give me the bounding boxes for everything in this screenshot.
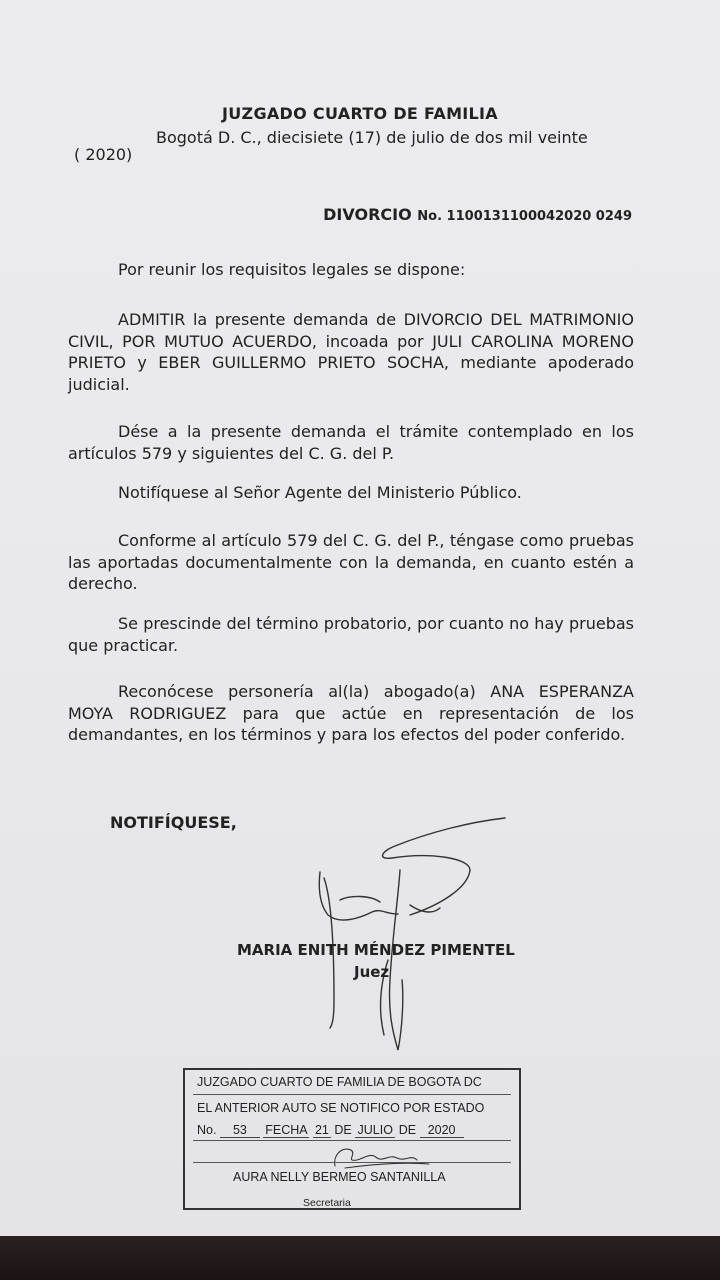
stamp-year: 2020 [420, 1123, 464, 1138]
stamp-notice: EL ANTERIOR AUTO SE NOTIFICO POR ESTADO [197, 1101, 485, 1115]
stamp-fecha-label: FECHA [265, 1123, 308, 1137]
paragraph-probatory-term: Se prescinde del término probatorio, por cuanto no hay pruebas que practicar. [68, 614, 634, 655]
paragraph-notify-ministry: Notifíquese al Señor Agente del Ministerio Público. [118, 483, 522, 502]
stamp-day: 21 [313, 1123, 331, 1138]
notification-stamp [183, 1068, 521, 1210]
secretary-name: AURA NELLY BERMEO SANTANILLA [233, 1170, 446, 1184]
stamp-month: JULIO [355, 1123, 395, 1138]
paragraph-admit: ADMITIR la presente demanda de DIVORCIO DEL MATRIMONIO CIVIL, POR MUTUO ACUERDO, incoada por JULI CAROLINA MORENO PRIETO y EBER GUILLERMO PRIETO SOCHA, mediante apoderado judicial. [68, 310, 634, 394]
stamp-court: JUZGADO CUARTO DE FAMILIA DE BOGOTA DC [197, 1075, 482, 1089]
stamp-no-value: 53 [220, 1123, 260, 1138]
secretary-signature [185, 1070, 519, 1208]
paragraph-intro: Por reunir los requisitos legales se dispone: [118, 260, 466, 279]
case-label: DIVORCIO [323, 205, 412, 224]
closing-notify: NOTIFÍQUESE, [110, 813, 237, 832]
paragraph-procedure: Dése a la presente demanda el trámite contemplado en los artículos 579 y siguientes del C. G. del P. [68, 422, 634, 463]
year-line: ( 2020) [74, 145, 133, 164]
judge-name: MARIA ENITH MÉNDEZ PIMENTEL [237, 941, 515, 959]
case-reference [323, 205, 632, 224]
judge-role: Juez [354, 963, 390, 981]
stamp-de-1: DE [334, 1123, 352, 1137]
secretary-role: Secretaria [303, 1197, 351, 1209]
paragraph-attorney: Reconócese personería al(la) abogado(a) ANA ESPERANZA MOYA RODRIGUEZ para que actúe en representación de los demandantes, en los términos y para los efectos del poder conferido. [68, 682, 634, 744]
paragraph-evidence: Conforme al artículo 579 del C. G. del P., téngase como pruebas las aportadas documentalmente con la demanda, en cuanto estén a derecho. [68, 531, 634, 593]
stamp-de-2: DE [398, 1123, 417, 1137]
court-title: JUZGADO CUARTO DE FAMILIA [222, 104, 498, 123]
case-number: No. 1100131100042020 0249 [417, 209, 632, 224]
table-surface [0, 1236, 720, 1280]
date-line: Bogotá D. C., diecisiete (17) de julio de dos mil veinte [156, 128, 588, 147]
stamp-divider [193, 1162, 511, 1163]
stamp-no-label: No. [197, 1123, 217, 1137]
